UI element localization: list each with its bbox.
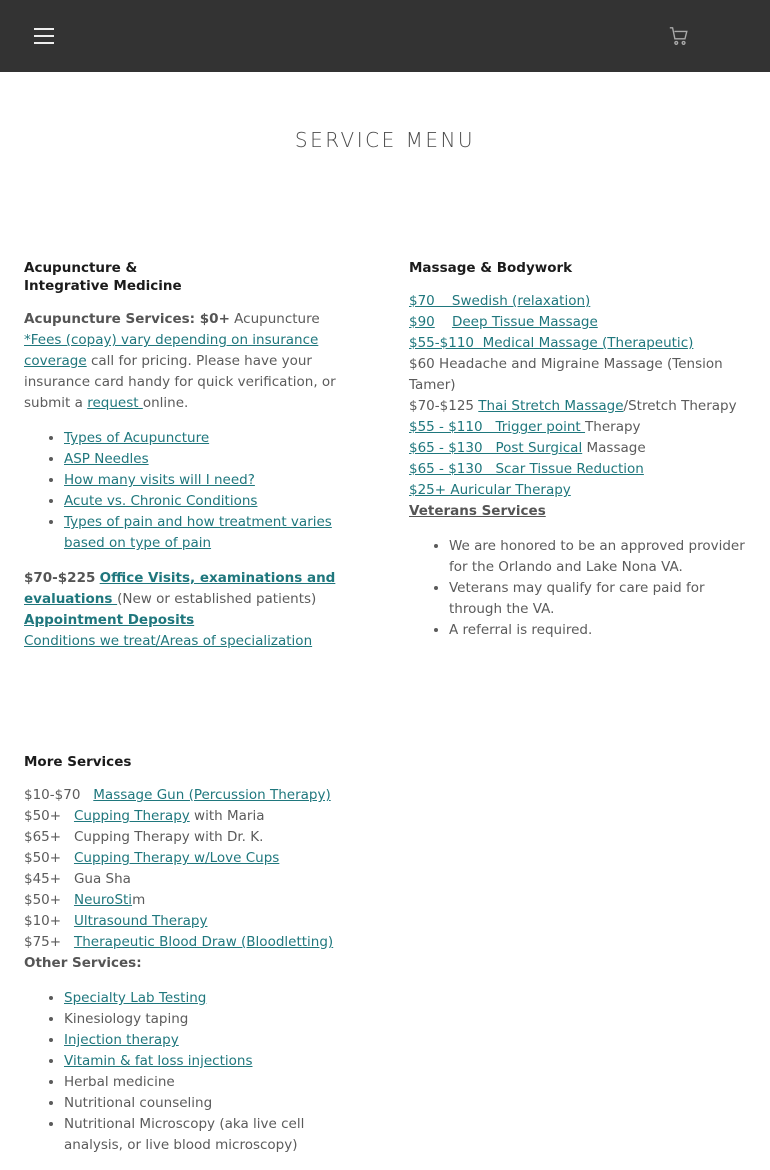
text: Therapy [585,419,641,435]
other-service-text: Herbal medicine [64,1074,175,1090]
page-title: SERVICE MENU [294,128,476,152]
list-item [64,491,360,512]
price: $50+ [24,892,62,908]
more-services-list [24,785,360,953]
price: $65+ [24,829,62,845]
medical-massage-link[interactable]: $55-$110 Medical Massage (Therapeutic) [409,335,694,351]
list-item [64,1009,360,1030]
visits-link[interactable]: How many visits will I need? [64,472,255,488]
other-services-list [24,988,360,1156]
acupuncture-links [24,428,360,554]
service-row [24,869,360,890]
headache-line: $60 Headache and Migraine Massage (Tension Tamer) [409,356,723,393]
service-link[interactable]: Cupping Therapy w/Love Cups [73,850,280,866]
types-of-acupuncture-link[interactable]: Types of Acupuncture [64,430,210,446]
types-of-pain-link[interactable]: Types of pain and how treatment varies based on type of pain [64,514,332,551]
appointment-deposits-link[interactable]: Appointment Deposits [24,612,195,628]
price: $10-$70 [24,787,81,803]
hamburger-menu-icon[interactable] [34,28,54,44]
post-surgical-link[interactable]: $65 - $130 Post Surgical [409,440,583,456]
service-text: m [132,892,146,908]
intro-text: online. [142,395,189,411]
service-row [24,806,360,827]
office-visits-link[interactable]: Office Visits, examinations and evaluations [24,570,336,607]
price: $75+ [24,934,62,950]
intro-text: call for pricing. Please have your insurance card handy for quick verification, or submit a [24,353,336,411]
other-service-text: Kinesiology taping [64,1011,189,1027]
fees-link[interactable]: *Fees (copay) vary depending on insurance coverage [24,332,319,369]
list-item [64,1051,360,1072]
cart-icon[interactable] [668,25,690,47]
section-heading: Massage & Bodywork [409,260,573,276]
request-link[interactable]: request [87,395,143,411]
thai-link[interactable]: Thai Stretch Massage [478,398,624,414]
trigger-point-link[interactable]: $55 - $110 Trigger point [409,419,586,435]
service-link[interactable]: Ultrasound Therapy [73,913,208,929]
service-text: Cupping Therapy with Dr. K. [73,829,264,845]
service-link[interactable]: Massage Gun (Percussion Therapy) [93,787,331,803]
service-link[interactable]: Cupping Therapy [73,808,190,824]
service-text: with Maria [189,808,265,824]
list-item [64,1114,360,1156]
asp-needles-link[interactable]: ASP Needles [64,451,149,467]
text: /Stretch Therapy [623,398,737,414]
other-service-link[interactable]: Specialty Lab Testing [64,990,207,1006]
veterans-services-link[interactable]: Veterans Services [409,503,546,519]
deep-price-link[interactable]: $90 [409,314,435,330]
service-link[interactable]: NeuroSti [73,892,133,908]
list-item [64,449,360,470]
conditions-link[interactable]: Conditions we treat/Areas of specialization [24,633,313,649]
service-row [24,932,360,953]
service-row [24,785,360,806]
other-service-text: Nutritional counseling [64,1095,213,1111]
list-item [64,470,360,491]
price: $50+ [24,850,62,866]
text: Massage [582,440,646,456]
list-item: • A referral is required. [449,620,745,641]
veterans-list [409,536,745,641]
price: $50+ [24,808,62,824]
intro-bold: Acupuncture Services: $0+ [24,311,230,327]
auricular-link[interactable]: $25+ Auricular Therapy [409,482,571,498]
acupuncture-intro [24,309,360,414]
price: $10+ [24,913,62,929]
other-service-link[interactable]: Vitamin & fat loss injections [64,1053,253,1069]
price: $45+ [24,871,62,887]
other-service-link[interactable]: Injection therapy [64,1032,179,1048]
service-row [24,911,360,932]
scar-tissue-link[interactable]: $65 - $130 Scar Tissue Reduction [409,461,644,477]
list-item [64,1093,360,1114]
service-row [24,848,360,869]
list-item [64,428,360,449]
other-service-text: Nutritional Microscopy (aka live cell analysis, or live blood microscopy) [64,1116,305,1153]
list-item [64,512,360,554]
acute-chronic-link[interactable]: Acute vs. Chronic Conditions [64,493,258,509]
list-item: • Veterans may qualify for care paid for through the VA. [449,578,745,620]
section-heading: Acupuncture & Integrative Medicine [24,260,182,294]
list-item [64,988,360,1009]
note: (New or established patients) [117,591,317,607]
list-item [64,1030,360,1051]
service-text: Gua Sha [73,871,131,887]
list-item: • We are honored to be an approved provider for the Orlando and Lake Nona VA. [449,536,745,578]
section-heading: More Services [24,754,132,770]
service-link[interactable]: Therapeutic Blood Draw (Bloodletting) [73,934,334,950]
price: $70-$225 [24,570,96,586]
deep-tissue-link[interactable]: Deep Tissue Massage [451,314,598,330]
service-row [24,890,360,911]
acupuncture-section [24,259,360,652]
site-header [0,0,770,72]
massage-section [409,259,745,655]
list-item [64,1072,360,1093]
service-row [24,827,360,848]
price: $70-$125 [409,398,479,414]
swedish-link[interactable]: $70 Swedish (relaxation) [409,293,591,309]
other-services-heading: Other Services: [24,955,142,971]
intro-text: Acupuncture [229,311,320,327]
office-visits-line [24,568,360,610]
more-services-section [24,753,360,1170]
